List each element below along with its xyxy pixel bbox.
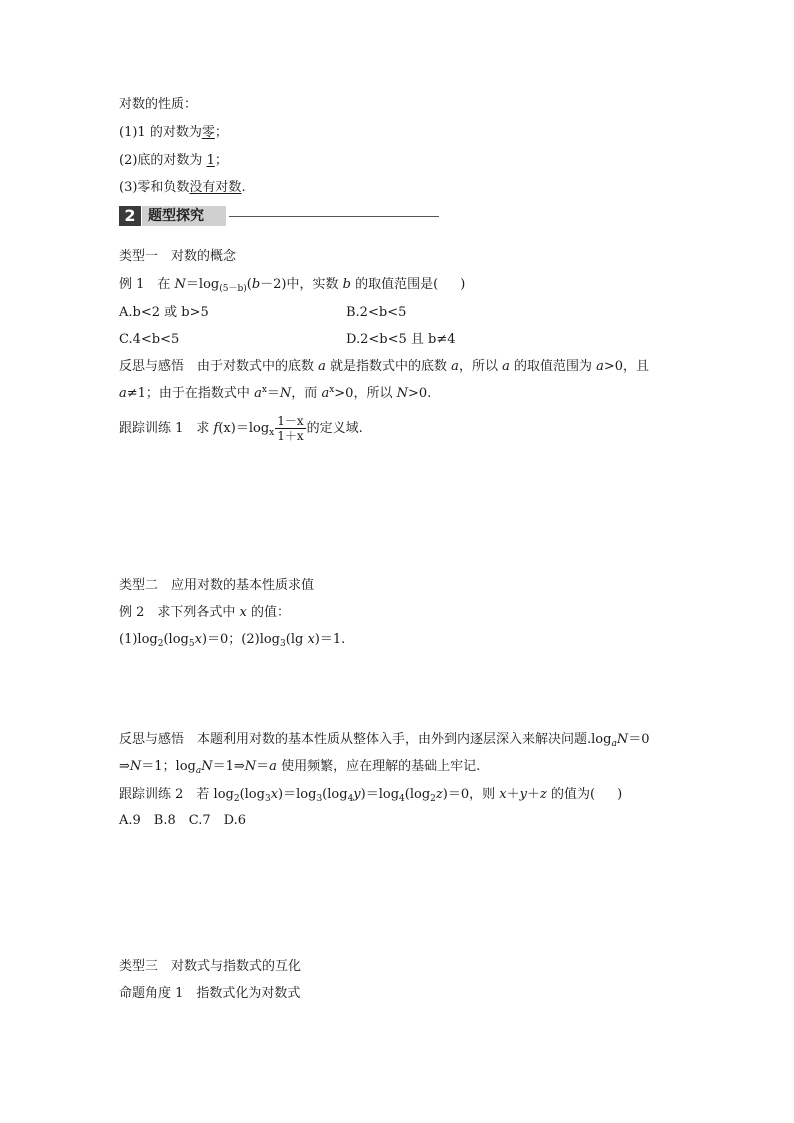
property-3-answer: 没有对数 [189,180,242,195]
log-base: x [269,428,275,438]
var-N: N [201,759,213,774]
reflection-text: >0，且 [603,359,650,374]
var-a: a [502,359,510,374]
example-2 [119,604,290,622]
type3-sub-heading: 命题角度 1 指数式化为对数式 [119,986,301,1001]
log-base: 4 [347,794,354,804]
t-text: )＝0，则 [442,787,500,802]
reflection-text: ＝0 [628,732,650,747]
log-text: ＝log [185,277,220,292]
type1-heading: 类型一 对数的概念 [119,249,237,264]
example-1-text: －2)中，实数 [260,277,343,292]
tracking-2 [119,786,622,804]
t-text: (log [322,787,348,802]
t-text: 的值为( [546,787,596,802]
var-N: N [279,386,292,401]
tracking-1-text: (x)＝log [218,421,270,436]
t-text: )＝log [278,787,317,802]
example-2-label: 例 2 求下列各式中 [119,605,240,620]
var-f: f [213,421,219,436]
t-text: (log [239,787,265,802]
option-b: B.2<b<5 [346,305,407,320]
eq-text: (log [163,632,189,647]
options-row-2 [119,331,179,349]
type3-heading: 类型三 对数式与指数式的互化 [119,959,302,974]
var-a: a [119,386,127,401]
reflection-text: 使用频繁，应在理解的基础上牢记. [276,759,481,774]
reflection-text: 反思与感悟 由于对数式中的底数 [119,359,319,374]
var-N: N [616,732,629,747]
log-base: 3 [316,794,323,804]
property-2-answer: 1 [206,153,215,168]
var-x: x [307,632,315,647]
example-1-tail: 的取值范围是( [350,277,439,292]
reflection-text: ，而 [291,386,322,401]
reflection-2-line-2 [119,758,480,776]
var-a: a [254,386,262,401]
properties-title: 对数的性质： [119,97,198,112]
var-b: b [251,277,261,292]
exp-x: x [329,385,335,395]
exp-x: x [261,385,267,395]
section-title: 题型探究 [142,206,226,226]
var-x: x [270,787,279,802]
var-N: N [174,277,186,292]
eq-text: )＝1. [314,632,346,647]
var-z: z [435,787,443,802]
log-base: a [611,739,617,749]
reflection-1-line-2 [119,385,431,403]
section-header [119,206,439,226]
log-base: 2 [430,794,436,804]
log-base: 3 [280,639,286,649]
paren-close: ) [460,277,466,292]
option-c: C.4<b<5 [119,332,180,347]
var-a: a [318,359,326,374]
var-x: x [239,605,247,620]
var-N: N [244,759,257,774]
section-rule [229,216,439,217]
eq-text: (1)log [119,632,158,647]
section-number: 2 [119,206,141,226]
t-text: ＋ [506,787,520,802]
example-1 [119,276,465,294]
example-2-tail: 的值： [246,605,291,620]
property-2-end: ； [214,153,228,168]
property-3-end: . [241,180,246,195]
reflection-text: >0. [407,386,432,401]
property-1-end: ； [214,125,228,140]
var-a: a [321,386,330,401]
var-z: z [539,787,547,802]
fraction-numerator: 1－x [277,414,304,428]
tracking-2-label: 跟踪训练 2 若 log [119,787,234,802]
log-base: 2 [157,639,164,649]
t-text: )＝log [360,787,400,802]
reflection-text: ≠1；由于在指数式中 [126,386,255,401]
var-y: y [353,787,361,802]
reflection-1-line-1 [119,358,649,376]
reflection-text: 反思与感悟 本题利用对数的基本性质从整体入手，由外到内逐层深入来解决问题.log [119,732,612,747]
eq-text: (lg [285,632,308,647]
var-x: x [499,787,507,802]
property-2 [119,152,228,170]
log-base: 3 [264,794,271,804]
fraction [275,414,305,443]
options-row-1 [119,304,209,322]
paren-close: ) [617,787,623,802]
tracking-1-label: 跟踪训练 1 求 [119,421,214,436]
option-d: D.2<b<5 且 b≠4 [346,332,456,347]
reflection-text: >0，所以 [334,386,397,401]
t-text: (log [404,787,431,802]
reflection-text: ，所以 [458,359,503,374]
property-3 [119,179,246,197]
reflection-text: 就是指数式中的底数 [325,359,452,374]
property-1-answer: 零 [201,125,215,140]
var-N: N [396,386,408,401]
reflection-text: ⇒ [119,759,130,774]
property-1 [119,124,228,142]
reflection-2-line-1 [119,731,649,749]
reflection-text: 的取值范围为 [509,359,597,374]
example-1-label: 例 1 在 [119,277,175,292]
option-a: A.b<2 或 b>5 [119,305,209,320]
var-N: N [129,759,142,774]
reflection-text: ＝ [266,386,280,401]
log-base: 5 [188,639,195,649]
property-3-text: (3)零和负数 [119,180,190,195]
log-base: (5－b) [219,284,247,294]
log-base: 2 [233,794,240,804]
example-2-equations [119,631,345,649]
type2-heading: 类型二 应用对数的基本性质求值 [119,578,315,593]
var-a: a [596,359,604,374]
reflection-text: ＝1⇒ [212,759,245,774]
reflection-text: ＝ [256,759,270,774]
property-2-text: (2)底的对数为 [119,153,207,168]
var-b: b [342,277,351,292]
t-text: ＋ [526,787,540,802]
log-base: 4 [399,794,405,804]
tracking-1 [119,414,363,444]
var-y: y [519,787,527,802]
tracking-2-options: A.9 B.8 C.7 D.6 [119,813,246,828]
reflection-text: ＝1；log [141,759,196,774]
var-x: x [194,632,202,647]
var-a: a [451,359,459,374]
property-1-text: (1)1 的对数为 [119,125,202,140]
log-base: a [195,766,202,776]
fraction-denominator: 1＋x [277,429,304,443]
var-a: a [269,759,277,774]
tracking-1-tail: 的定义域. [306,421,363,436]
paren-open: ( [246,277,252,292]
eq-text: )＝0；(2)log [201,632,281,647]
